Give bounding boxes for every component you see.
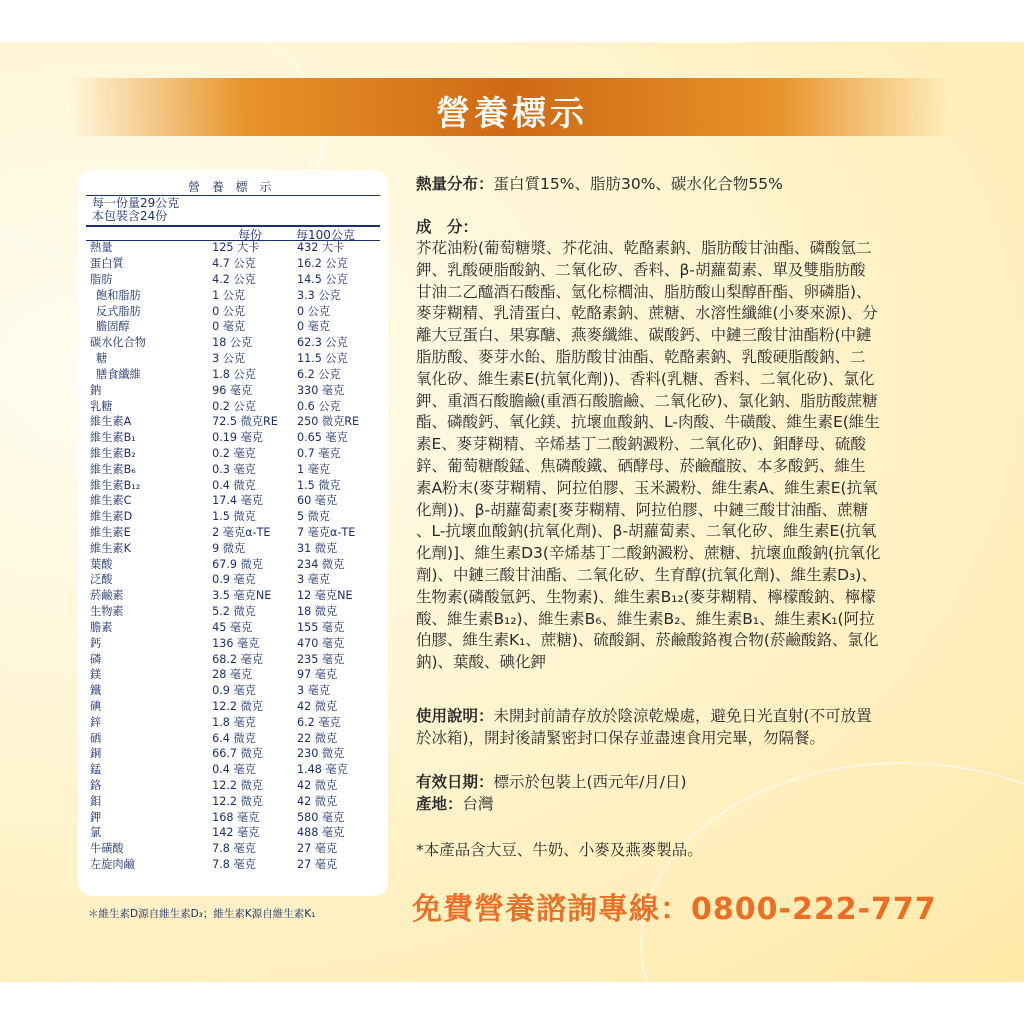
per-100g-value: 7 毫克α-TE: [296, 526, 356, 540]
per-serving-value: 0.4 微克: [212, 478, 256, 492]
per-serving-value: 96 毫克: [212, 383, 253, 397]
per-serving-value: 1.5 微克: [212, 510, 256, 524]
per-100g-value: 62.3 公克: [296, 336, 348, 350]
nutrient-name: 泛酸: [90, 573, 113, 587]
table-row: [90, 746, 376, 762]
per-100g-value: 1.5 微克: [296, 478, 341, 492]
table-row: [90, 857, 376, 873]
nutrient-name: 碘: [90, 699, 102, 713]
ingredient-line: 素E、麥芽糊精、辛烯基丁二酸鈉澱粉、二氧化矽)、鉬酵母、硫酸: [416, 435, 866, 454]
table-row: [90, 540, 376, 556]
nutrient-name: 維生素K: [90, 541, 131, 555]
nutrition-facts-card: [78, 170, 388, 896]
table-row: [90, 256, 376, 272]
nutrient-name: 銅: [90, 747, 102, 761]
ingredient-line: 、L-抗壞血酸鈉(抗氧化劑)、β-胡蘿蔔素、二氧化矽、維生素E(抗氧: [416, 522, 877, 541]
per-serving-value: 45 毫克: [212, 620, 253, 634]
nutrient-name: 氯: [90, 826, 102, 840]
per-100g-value: 11.5 公克: [296, 352, 348, 366]
per-100g-value: 31 微克: [296, 541, 338, 555]
per-serving-value: 2 毫克α-TE: [212, 526, 271, 540]
per-100g-value: 3.3 公克: [296, 288, 341, 302]
per-serving-value: 12.2 微克: [212, 699, 263, 713]
per-100g-value: 234 微克: [296, 557, 345, 571]
nutrient-name: 維生素B₆: [90, 462, 136, 476]
per-serving-value: 142 毫克: [212, 826, 260, 840]
ingredient-line: 麥芽糊精、乳清蛋白、乾酪素鈉、蔗糖、水溶性纖維(小麥來源)、分: [416, 304, 878, 323]
usage-line-1: 未開封前請存放於陰涼乾燥處，避免日光直射(不可放置: [493, 707, 872, 725]
ingredient-line: 酯、磷酸鈣、氧化鎂、抗壞血酸鈉、L-肉酸、牛磺酸、維生素E(維生: [416, 413, 880, 432]
per-serving-value: 18 公克: [212, 336, 253, 350]
title-banner: [70, 78, 954, 136]
col-per-serving: 每份: [238, 228, 263, 242]
table-row: [90, 651, 376, 667]
per-serving-value: 66.7 微克: [212, 747, 263, 761]
energy-distribution: [416, 174, 956, 196]
per-100g-value: 12 毫克NE: [296, 589, 353, 603]
allergen-note: *本產品含大豆、牛奶、小麥及燕麥製品。: [416, 841, 703, 859]
per-serving-value: 7.8 毫克: [212, 858, 256, 872]
per-100g-value: 18 微克: [296, 605, 338, 619]
per-100g-value: 155 毫克: [296, 620, 345, 634]
per-serving-value: 7.8 毫克: [212, 842, 256, 856]
nutrient-name: 硒: [90, 731, 102, 745]
ingredient-line: 劑)、中鏈三酸甘油酯、二氧化矽、生育醇(抗氧化劑)、維生素D₃)、: [416, 565, 877, 584]
per-100g-value: 42 微克: [296, 699, 338, 713]
per-serving-value: 0.9 毫克: [212, 684, 256, 698]
table-row: [90, 430, 376, 446]
servings-per-pack: 本包裝含24份: [92, 209, 168, 223]
nutrient-name: 鐵: [90, 684, 102, 698]
per-serving-value: 5.2 微克: [212, 605, 256, 619]
table-row: [90, 809, 376, 825]
per-100g-value: 0.6 公克: [296, 399, 341, 413]
per-serving-value: 1.8 毫克: [212, 715, 256, 729]
per-serving-value: 3 公克: [212, 352, 246, 366]
per-100g-value: 235 毫克: [296, 652, 345, 666]
per-serving-value: 6.4 微克: [212, 731, 256, 745]
nutrient-name: 鉻: [90, 779, 102, 793]
ingredient-line: 脂肪酸、麥芽水飴、脂肪酸甘油酯、乾酪素鈉、乳酸硬脂酸鈉、二: [416, 347, 866, 366]
table-row: [90, 793, 376, 809]
table-row: [90, 477, 376, 493]
table-row: [90, 635, 376, 651]
per-100g-value: 0.65 毫克: [296, 431, 348, 445]
ingredients-heading: 成 分：: [416, 218, 479, 236]
footnote: ＊維生素D源自維生素D₃；維生素K源自維生素K₁: [88, 908, 316, 920]
per-100g-value: 42 微克: [296, 794, 338, 808]
table-row: [90, 240, 376, 256]
nutrient-name: 糖: [96, 352, 108, 366]
per-serving-value: 4.7 公克: [212, 257, 256, 271]
ingredients-list: [416, 238, 956, 674]
nutrient-name: 磷: [90, 652, 102, 666]
nutrient-name: 維生素C: [90, 494, 132, 508]
ingredient-line: 氧化矽、維生素E(抗氧化劑))、香料(乳糖、香料、二氧化矽)、氯化: [416, 369, 875, 388]
table-row: [90, 825, 376, 841]
per-serving-value: 67.9 微克: [212, 557, 263, 571]
per-100g-value: 27 毫克: [296, 842, 338, 856]
nutrient-name: 鈣: [90, 636, 102, 650]
per-serving-value: 0 毫克: [212, 320, 246, 334]
nutrient-name: 膳食纖維: [96, 367, 141, 381]
per-100g-value: 250 微克RE: [296, 415, 360, 429]
usage-label: 使用說明：: [416, 707, 494, 725]
col-per-100g: 每100公克: [296, 228, 355, 242]
nutrient-name: 膽固醇: [96, 320, 130, 334]
nutrient-name: 鋅: [90, 715, 102, 729]
per-100g-value: 432 大卡: [296, 241, 345, 255]
nutrient-name: 鎂: [90, 668, 102, 682]
table-row: [90, 398, 376, 414]
per-100g-value: 470 毫克: [296, 636, 345, 650]
ingredient-line: 鈉)、葉酸、碘化鉀: [416, 653, 547, 672]
label-panel: [0, 42, 1024, 982]
nutrient-name: 維生素B₂: [90, 446, 136, 460]
per-100g-value: 0 毫克: [296, 320, 331, 334]
per-100g-value: 3 毫克: [296, 684, 331, 698]
nutrient-name: 維生素B₁: [90, 431, 136, 445]
nutrient-name: 左旋肉鹼: [90, 858, 135, 872]
nutrient-name: 飽和脂肪: [96, 288, 141, 302]
per-serving-value: 12.2 微克: [212, 779, 263, 793]
per-100g-value: 5 微克: [296, 510, 331, 524]
per-serving-value: 0.9 毫克: [212, 573, 256, 587]
nutrient-name: 鉬: [90, 794, 102, 808]
origin-label: 產地：: [416, 795, 463, 813]
table-row: [90, 572, 376, 588]
per-100g-value: 27 毫克: [296, 858, 338, 872]
per-serving-value: 1 公克: [212, 288, 246, 302]
table-row: [90, 446, 376, 462]
table-row: [90, 272, 376, 288]
serving-size: 每一份量29公克: [92, 196, 180, 210]
per-100g-value: 1.48 毫克: [296, 763, 348, 777]
ingredient-line: 酸、維生素B₁₂)、維生素B₆、維生素B₂、維生素B₁、維生素K₁(阿拉: [416, 609, 875, 628]
nutrient-name: 反式脂肪: [96, 304, 141, 318]
hotline: 免費營養諮詢專線：0800-222-777: [412, 892, 937, 927]
expiry-date: [416, 772, 956, 794]
table-row: [90, 351, 376, 367]
per-serving-value: 28 毫克: [212, 668, 253, 682]
nutrient-name: 葉酸: [90, 557, 113, 571]
ingredient-line: 甘油二乙醯酒石酸酯、氫化棕櫚油、脂肪酸山梨醇酐酯、卵磷脂)、: [416, 282, 872, 301]
nutrient-name: 生物素: [90, 605, 124, 619]
ingredient-line: 離大豆蛋白、果寡醣、燕麥纖維、碳酸鈣、中鏈三酸甘油酯粉(中鏈: [416, 326, 872, 345]
per-serving-value: 0.2 公克: [212, 399, 256, 413]
per-100g-value: 14.5 公克: [296, 273, 348, 287]
energy-value: 蛋白質15%、脂肪30%、碳水化合物55%: [493, 175, 783, 193]
per-serving-value: 0.4 毫克: [212, 763, 256, 777]
nutrient-name: 維生素A: [90, 415, 132, 429]
per-100g-value: 6.2 毫克: [296, 715, 341, 729]
ingredient-line: 伯膠、維生素K₁、蔗糖)、硫酸銅、菸鹼酸鉻複合物(菸鹼酸鉻、氯化: [416, 631, 879, 650]
ingredient-line: 鋅、葡萄糖酸錳、焦磷酸鐵、硒酵母、菸鹼醯胺、本多酸鈣、維生: [416, 456, 866, 475]
card-title: 營 養 標 示: [188, 180, 276, 194]
nutrient-name: 鈉: [90, 383, 102, 397]
table-row: [90, 588, 376, 604]
nutrient-name: 菸鹼素: [90, 589, 124, 603]
per-serving-value: 4.2 公克: [212, 273, 256, 287]
per-100g-value: 330 毫克: [296, 383, 345, 397]
table-row: [90, 414, 376, 430]
per-serving-value: 0.3 毫克: [212, 462, 256, 476]
per-serving-value: 68.2 毫克: [212, 652, 263, 666]
per-100g-value: 42 微克: [296, 779, 338, 793]
per-100g-value: 16.2 公克: [296, 257, 348, 271]
table-row: [90, 699, 376, 715]
table-row: [90, 509, 376, 525]
per-serving-value: 0.19 毫克: [212, 431, 263, 445]
per-100g-value: 3 毫克: [296, 573, 331, 587]
origin: [416, 794, 956, 816]
nutrient-name: 脂肪: [90, 273, 113, 287]
per-100g-value: 1 毫克: [296, 462, 331, 476]
per-100g-value: 6.2 公克: [296, 367, 341, 381]
nutrient-name: 乳糖: [90, 399, 113, 413]
table-row: [90, 525, 376, 541]
usage-line-2: 於冰箱)，開封後請緊密封口保存並盡速食用完畢，勿隔餐。: [416, 728, 826, 747]
per-100g-value: 580 毫克: [296, 810, 345, 824]
table-row: [90, 762, 376, 778]
per-100g-value: 22 微克: [296, 731, 338, 745]
ingredients-label: [416, 217, 956, 239]
ingredient-line: 生物素(磷酸氫鈣、生物素)、維生素B₁₂(麥芽糊精、檸檬酸鈉、檸檬: [416, 587, 876, 606]
table-row: [90, 367, 376, 383]
ingredient-line: 化劑))、β-胡蘿蔔素[麥芽糊精、阿拉伯膠、中鏈三酸甘油酯、蔗糖: [416, 500, 869, 519]
nutrient-name: 錳: [90, 763, 102, 777]
ingredient-line: 鉀、重酒石酸膽鹼(重酒石酸膽鹼、二氧化矽)、氯化鈉、脂肪酸蔗糖: [416, 391, 878, 410]
ingredient-line: 素A粉末(麥芽糊精、阿拉伯膠、玉米澱粉、維生素A、維生素E(抗氧: [416, 478, 878, 497]
expiry-value: 標示於包裝上(西元年/月/日): [493, 773, 687, 791]
nutrient-name: 維生素D: [90, 510, 133, 524]
per-serving-value: 168 毫克: [212, 810, 260, 824]
table-row: [90, 604, 376, 620]
ingredient-line: 芥花油粉(葡萄糖漿、芥花油、乾酪素鈉、脂肪酸甘油酯、磷酸氫二: [416, 239, 872, 257]
per-serving-value: 9 微克: [212, 541, 246, 555]
energy-label: 熱量分布：: [416, 175, 494, 193]
table-row: [90, 841, 376, 857]
nutrient-name: 鉀: [90, 810, 102, 824]
table-row: [90, 319, 376, 335]
nutrient-name: 牛磺酸: [90, 842, 124, 856]
per-100g-value: 230 微克: [296, 747, 345, 761]
per-serving-value: 1.8 公克: [212, 367, 256, 381]
per-serving-value: 17.4 毫克: [212, 494, 263, 508]
per-serving-value: 136 毫克: [212, 636, 260, 650]
per-100g-value: 60 毫克: [296, 494, 338, 508]
table-row: [90, 556, 376, 572]
expiry-label: 有效日期：: [416, 773, 494, 791]
per-100g-value: 488 毫克: [296, 826, 345, 840]
nutrient-name: 維生素E: [90, 526, 131, 540]
per-serving-value: 125 大卡: [212, 241, 260, 255]
nutrient-name: 碳水化合物: [90, 336, 146, 350]
per-serving-value: 72.5 微克RE: [212, 415, 278, 429]
nutrient-name: 維生素B₁₂: [90, 478, 141, 492]
table-row: [90, 683, 376, 699]
nutrient-name: 蛋白質: [90, 257, 124, 271]
table-row: [90, 730, 376, 746]
table-row: [90, 303, 376, 319]
per-serving-value: 3.5 毫克NE: [212, 589, 272, 603]
per-serving-value: 0.2 毫克: [212, 446, 256, 460]
table-row: [90, 778, 376, 794]
nutrient-name: 熱量: [90, 241, 113, 255]
table-row: [90, 667, 376, 683]
ingredient-line: 鉀、乳酸硬脂酸鈉、二氧化矽、香料、β-胡蘿蔔素、單及雙脂肪酸: [416, 260, 866, 279]
banner-title: 營養標示: [436, 94, 588, 134]
origin-value: 台灣: [462, 795, 494, 813]
nutrition-table: [90, 240, 376, 873]
nutrient-name: 膽素: [90, 620, 113, 634]
table-row: [90, 382, 376, 398]
usage-instructions: [416, 706, 956, 750]
table-row: [90, 461, 376, 477]
table-row: [90, 335, 376, 351]
table-row: [90, 493, 376, 509]
per-100g-value: 0 公克: [296, 304, 331, 318]
per-100g-value: 0.7 毫克: [296, 446, 341, 460]
table-row: [90, 714, 376, 730]
table-row: [90, 287, 376, 303]
table-row: [90, 620, 376, 636]
per-100g-value: 97 毫克: [296, 668, 338, 682]
ingredient-line: 化劑)]、維生素D3(辛烯基丁二酸鈉澱粉、蔗糖、抗壞血酸鈉(抗氧化: [416, 544, 881, 563]
per-serving-value: 0 公克: [212, 304, 246, 318]
per-serving-value: 12.2 微克: [212, 794, 263, 808]
